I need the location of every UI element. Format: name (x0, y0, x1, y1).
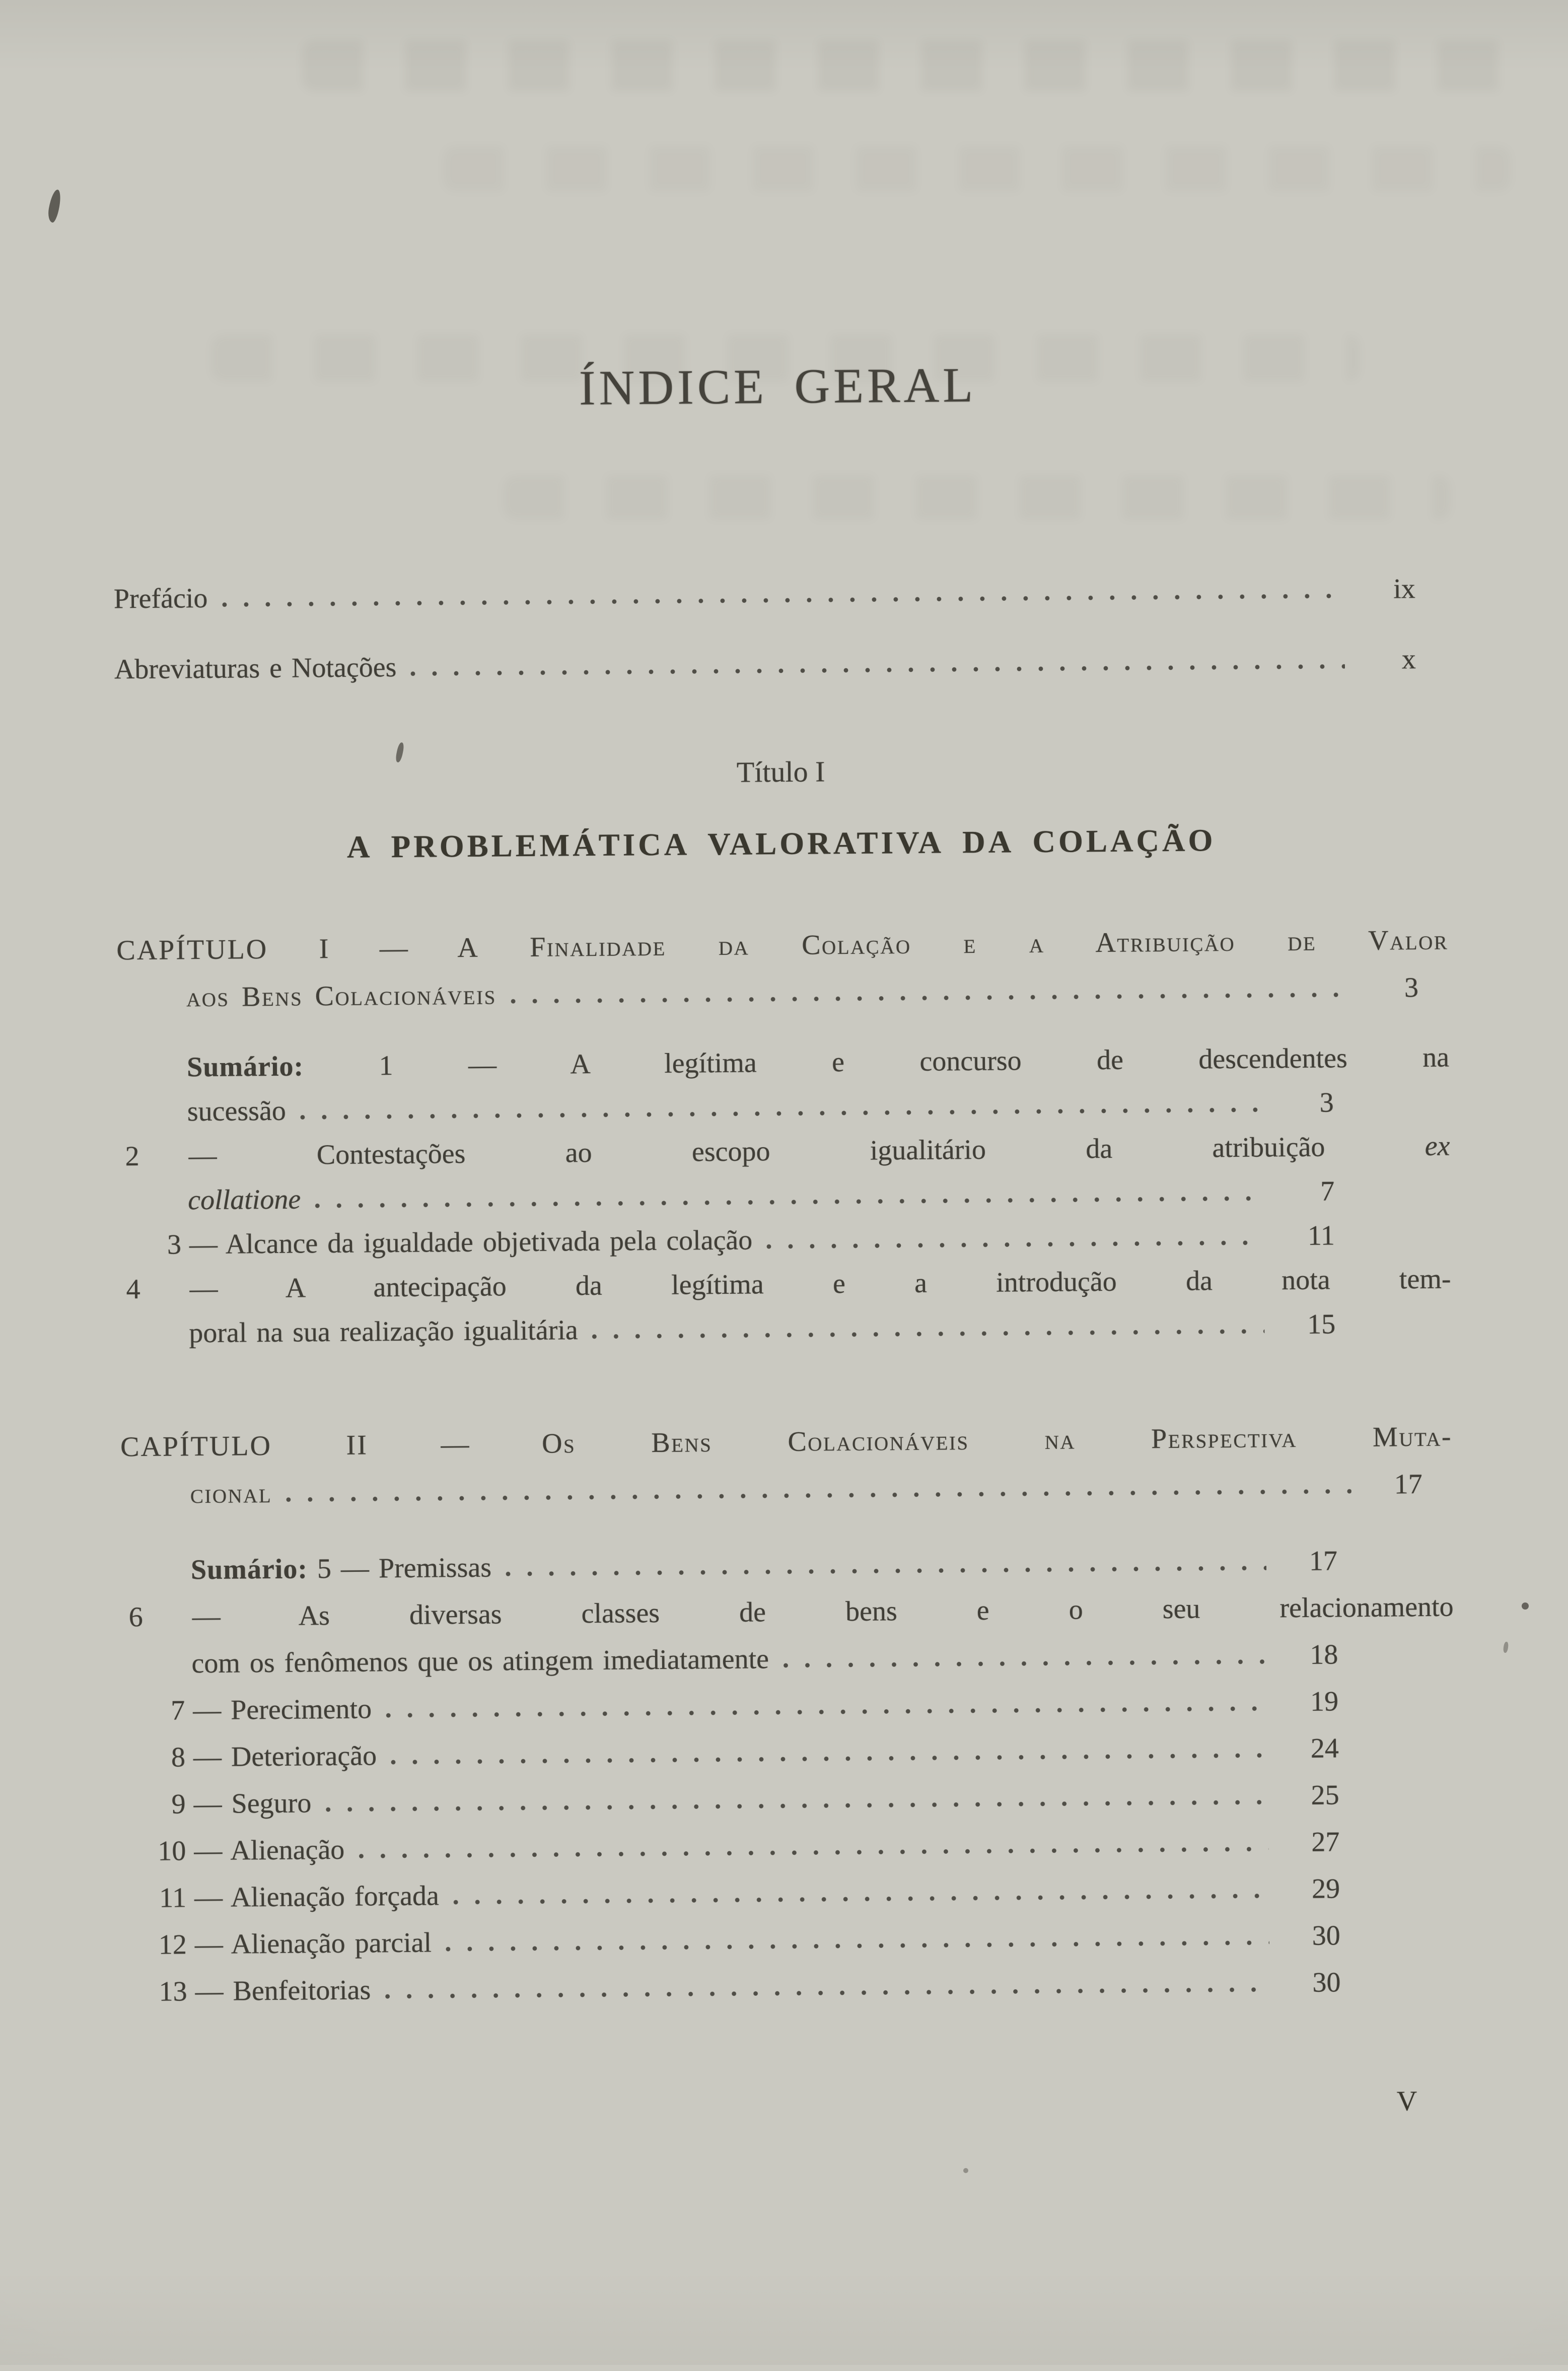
toc-entry-label: Prefácio (113, 582, 208, 615)
entry-text: sucessão (187, 1095, 287, 1128)
entry-text: Perecimento (230, 1693, 372, 1726)
entry-text: poral na sua realização igualitária (189, 1314, 579, 1349)
toc-entry-line: 2 — Contestações ao escopo igualitário da atribuição ex (118, 1124, 1450, 1179)
toc-entry-page: 19 (1310, 1686, 1339, 1717)
entry-number: 6 (128, 1601, 143, 1633)
dot-leader (219, 592, 1344, 607)
entry-text: Alienação forçada (230, 1880, 440, 1913)
toc-entry-line: 11 — Alienação forçada 29 (124, 1865, 1456, 1922)
entry-text: com os fenômenos que os atingem imediatamente (191, 1643, 769, 1680)
entry-text: Alienação (230, 1834, 345, 1866)
toc-entry-line: 4 — A antecipação da legítima e a introdução da nota tem- (119, 1257, 1451, 1312)
dot-leader (443, 1939, 1269, 1951)
chapter-block (116, 917, 1452, 1356)
chapter-title: A Finalidade da Colação e a Atribuição de Valor (457, 924, 1449, 964)
part-heading: A PROBLEMÁTICA VALORATIVA DA COLAÇÃO (346, 822, 1216, 865)
dot-leader (508, 991, 1347, 1004)
toc-entry-line: 12 — Alienação parcial 30 (124, 1912, 1456, 1969)
entry-text: A antecipação da legítima e a introdução da nota tem- (285, 1263, 1451, 1304)
entry-text: A legítima e concurso de descendentes na (570, 1041, 1450, 1080)
toc-entry-page: 30 (1312, 1967, 1341, 1998)
toc-entry-page: 7 (1320, 1175, 1335, 1207)
toc-entry-page: 15 (1307, 1308, 1336, 1340)
entry-text: Alcance da igualdade objetivada pela colação (225, 1224, 753, 1260)
entry-number: 13 (159, 1976, 187, 2007)
dot-leader (382, 1986, 1269, 1999)
toc-entry-page: 3 (1319, 1087, 1334, 1119)
toc-entry-page: x (1401, 644, 1416, 675)
chapter-block (120, 1413, 1457, 2016)
part-kicker: Título I (736, 755, 825, 789)
chapter-title: aos Bens Colacionáveis (186, 979, 497, 1013)
dot-leader (450, 1892, 1269, 1905)
chapter-heading-line: CAPÍTULO I — A Finalidade da Colação e a Atribuição de Valor (116, 924, 1449, 966)
entry-text: Alienação parcial (231, 1927, 432, 1960)
dot-leader (297, 1106, 1263, 1120)
front-matter-list (114, 573, 1447, 725)
toc-entry-page: 17 (1309, 1545, 1338, 1577)
entry-number: 8 (171, 1741, 186, 1773)
sumario-label: Sumário: (190, 1553, 308, 1586)
entry-text: ex (1424, 1130, 1450, 1162)
toc-entry-line: 10 — Alienação 27 (123, 1818, 1456, 1875)
toc-entry-page: 29 (1311, 1873, 1340, 1905)
entry-number: 7 (170, 1695, 185, 1726)
toc-entry-page: 17 (1394, 1469, 1422, 1500)
entry-text: As diversas classes de bens e o seu relacionamento (298, 1591, 1454, 1632)
page-title: ÍNDICE GERAL (579, 358, 977, 416)
entry-number: 10 (158, 1835, 186, 1867)
dot-leader (763, 1239, 1264, 1249)
toc-entry-line: 7 — Perecimento 19 (122, 1678, 1455, 1735)
chapter-title: Os Bens Colacionáveis na Perspectiva Muta- (541, 1421, 1453, 1459)
dot-leader (283, 1488, 1351, 1502)
dot-leader (503, 1564, 1266, 1576)
toc-entry-line: Sumário: 1 — A legítima e concurso de descendentes na (186, 1041, 1450, 1083)
toc-entry-line: 3 — Alcance da igualdade objetivada pela colação 11 (119, 1213, 1451, 1268)
toc-entry-page: 27 (1311, 1826, 1340, 1858)
dot-leader (322, 1798, 1268, 1812)
toc-entry (114, 644, 1446, 685)
dot-leader (312, 1195, 1263, 1209)
chapter-label: CAPÍTULO II (120, 1429, 369, 1463)
toc-entry-label: Abreviaturas e Notações (114, 652, 397, 685)
entry-number: 11 (159, 1882, 187, 1914)
toc-entry-page: 24 (1310, 1732, 1339, 1764)
toc-entry-line: 13 — Benfeitorias 30 (124, 1959, 1457, 2016)
chapter-heading-line (117, 964, 1449, 1022)
entry-text: collatione (187, 1183, 301, 1216)
toc-entry-page: 30 (1312, 1920, 1341, 1951)
entry-text: Benfeitorias (233, 1974, 371, 2007)
entry-number: 9 (171, 1788, 186, 1820)
entry-number: 5 (317, 1553, 332, 1585)
dot-leader (589, 1328, 1265, 1340)
chapter-label: CAPÍTULO I (116, 933, 330, 966)
toc-entry (114, 573, 1446, 615)
toc-entry-page: 3 (1404, 972, 1419, 1004)
entry-number: 12 (158, 1929, 187, 1961)
dot-leader (355, 1845, 1268, 1858)
toc-entry-line: Sumário: 5 — Premissas 17 (121, 1537, 1454, 1594)
entry-number: 4 (126, 1274, 140, 1305)
entry-text: Premissas (378, 1552, 492, 1584)
dot-leader (383, 1705, 1267, 1718)
toc-entry-line: 6 — As diversas classes de bens e o seu relacionamento (121, 1584, 1454, 1641)
toc-chapters (116, 917, 1457, 2083)
dot-leader (407, 663, 1345, 676)
entry-number: 3 (167, 1229, 182, 1261)
entry-number: 2 (125, 1141, 139, 1172)
toc-entry-page: 11 (1307, 1220, 1335, 1251)
toc-entry-page: ix (1393, 573, 1416, 605)
entry-text: Seguro (231, 1787, 312, 1820)
toc-entry-page: 18 (1310, 1639, 1338, 1670)
entry-text: Deterioração (231, 1740, 377, 1773)
sumario-label: Sumário: (186, 1051, 304, 1083)
dot-leader (780, 1658, 1267, 1668)
toc-entry-line: 9 — Seguro 25 (123, 1771, 1455, 1829)
chapter-title: cional (190, 1478, 272, 1510)
page-folio: V (1396, 2085, 1417, 2117)
toc-entry-line: 8 — Deterioração 24 (123, 1724, 1455, 1782)
chapter-heading-line: CAPÍTULO II — Os Bens Colacionáveis na Perspectiva Muta- (120, 1421, 1453, 1463)
toc-entry-page: 25 (1311, 1779, 1339, 1811)
entry-number: 1 (379, 1050, 393, 1082)
entry-text: Contestações ao escopo igualitário da atribuição (316, 1131, 1426, 1171)
dot-leader (388, 1752, 1268, 1765)
